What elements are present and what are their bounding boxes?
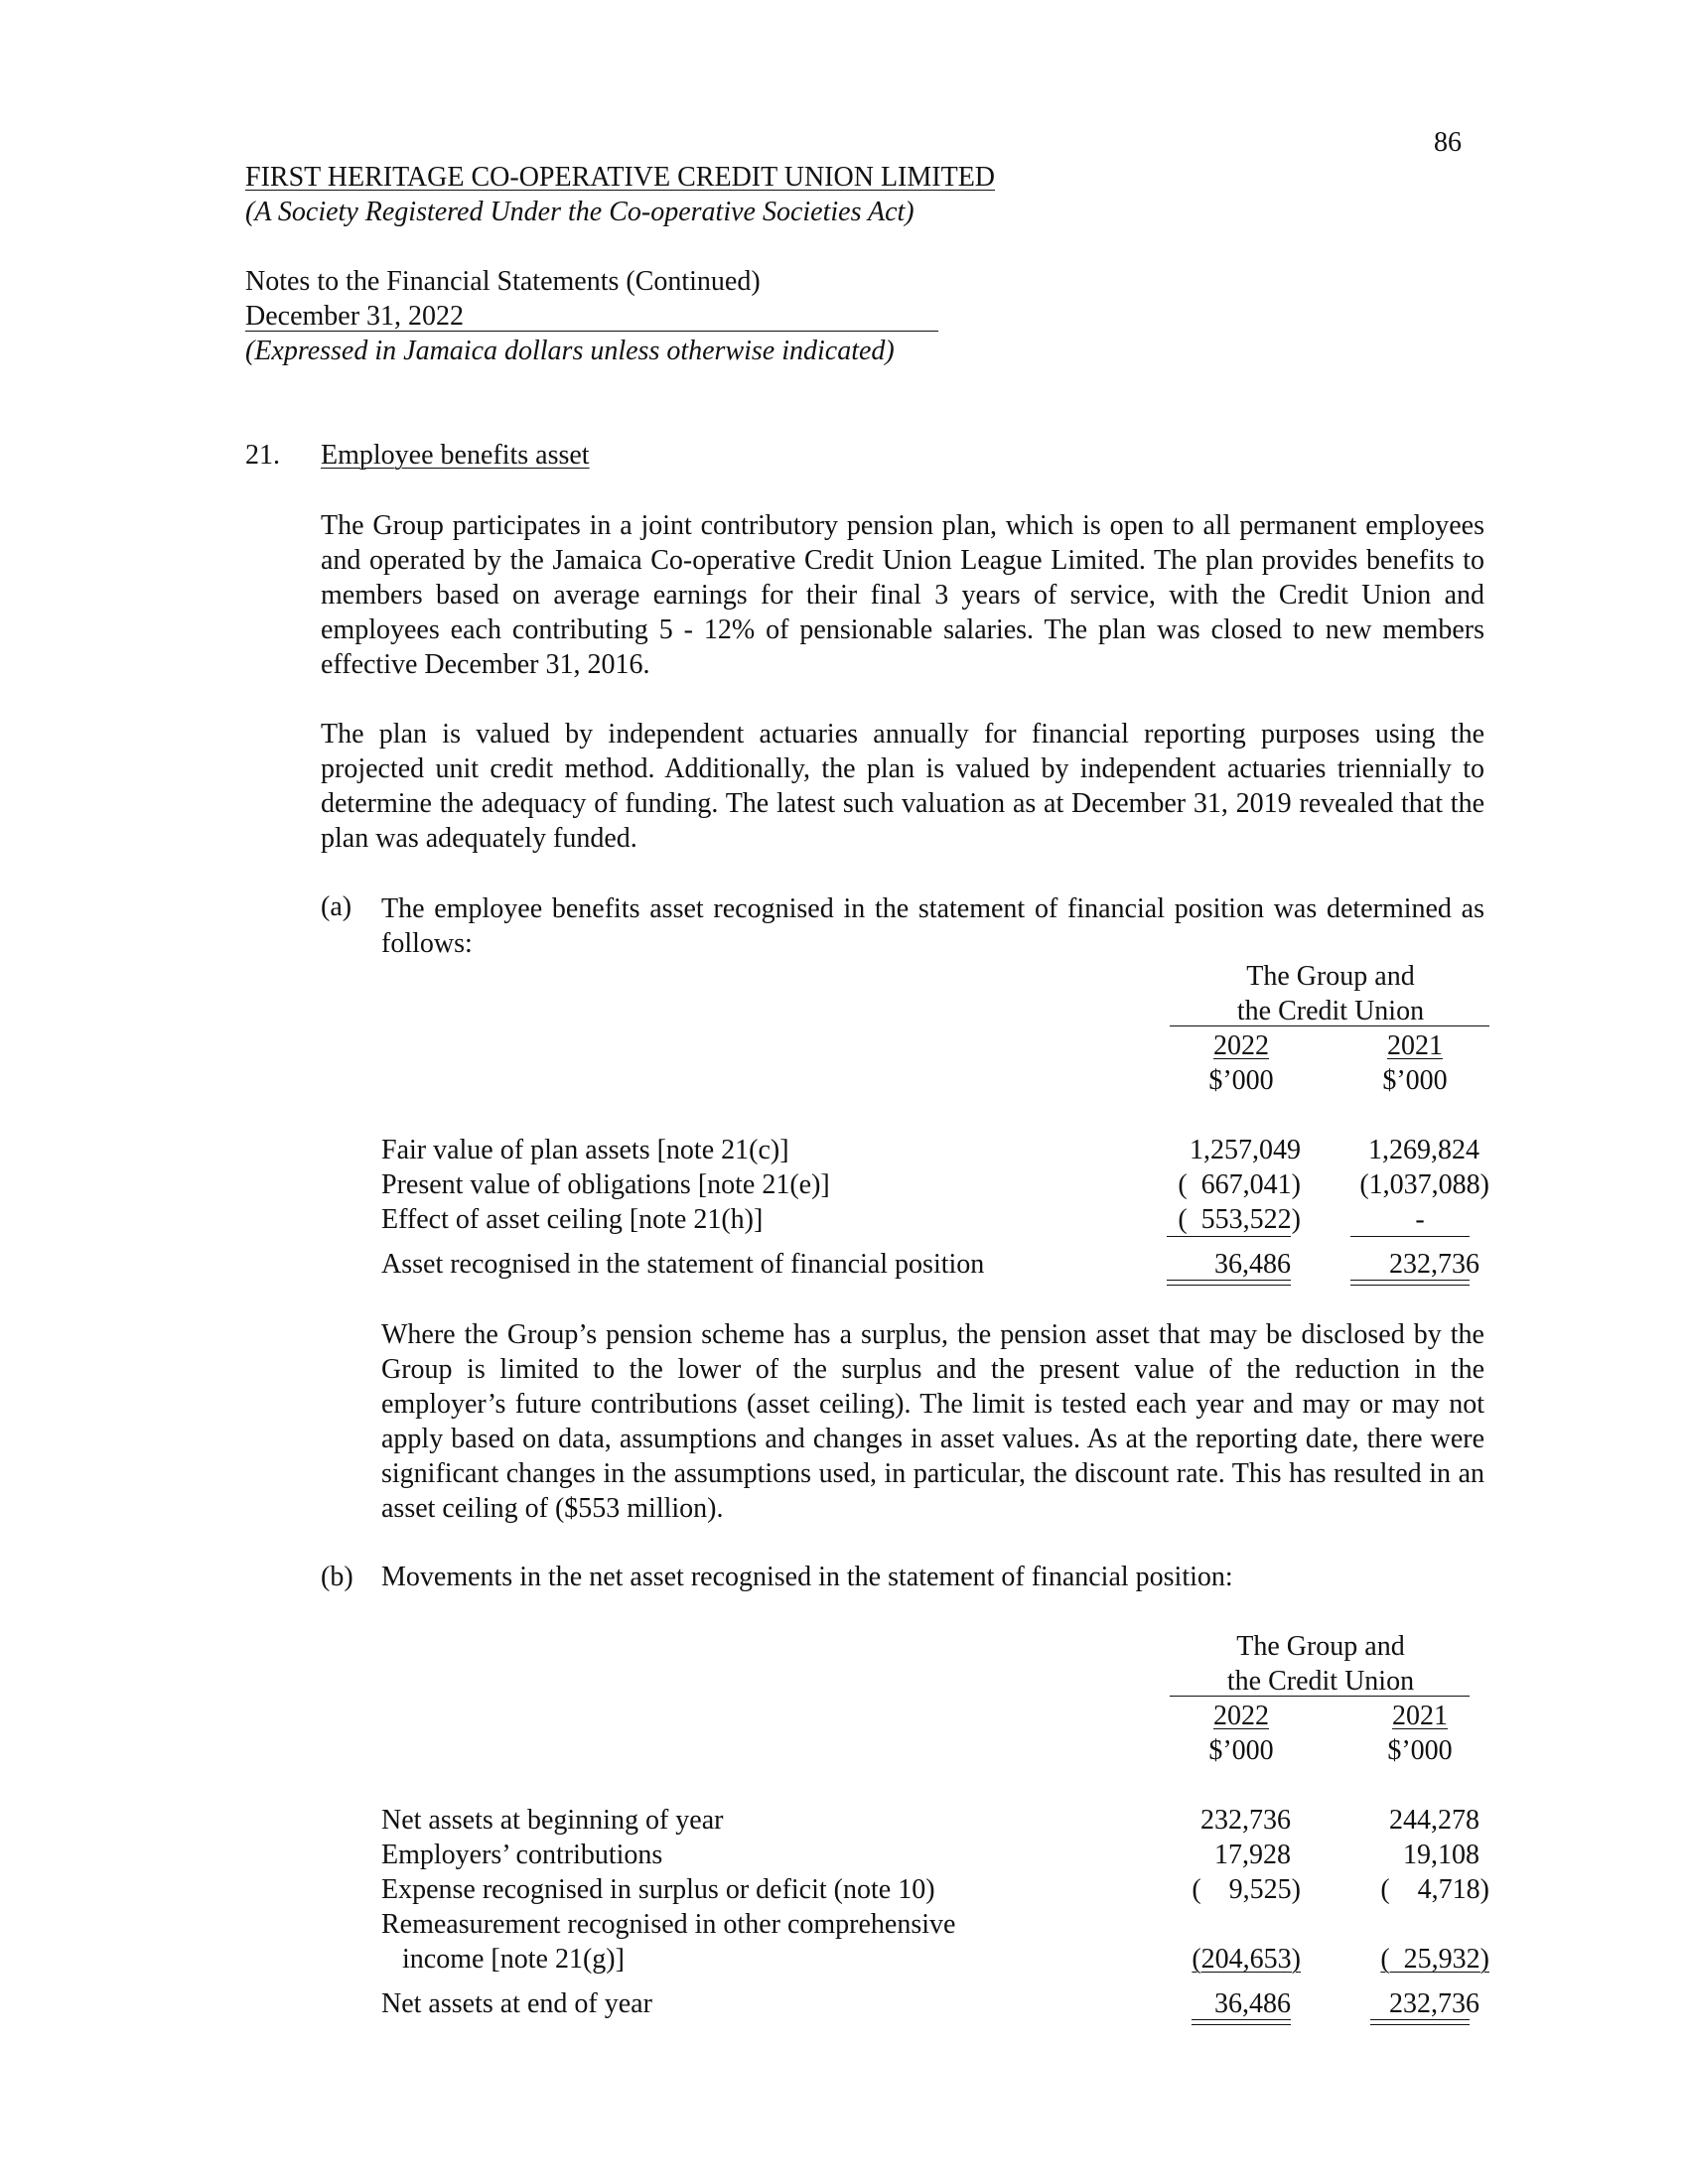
- part-a-total-label: Asset recognised in the statement of financial position: [381, 1249, 985, 1280]
- part-a-subtotal-line-2022: [1167, 1236, 1291, 1237]
- part-a-row-value-2022: ( 553,522): [1178, 1204, 1301, 1235]
- part-b-row-label: Expense recognised in surplus or deficit (note 10): [381, 1874, 935, 1905]
- section-paragraph-2: The plan is valued by independent actuaries annually for financial reporting purposes using the projected unit credit method. Additionally, the plan is valued by independent actuaries triennially to determine the adequacy of funding. The latest such valuation as at December 31, 2019 revealed that the plan was adequately funded.: [321, 719, 1484, 854]
- asset-ceiling-paragraph: Where the Group’s pension scheme has a surplus, the pension asset that may be disclosed by the Group is limited to the lower of the surplus and the present value of the reduction in the employer’s future contributions (asset ceiling). The limit is tested each year and may or may not apply based on data, assumptions and changes in asset values. As at the reporting date, there were significant changes in the assumptions used, in particular, the discount rate. This has resulted in an asset ceiling of ($553 million).: [381, 1319, 1484, 1524]
- currency-note: (Expressed in Jamaica dollars unless otherwise indicated): [245, 336, 895, 366]
- company-name: FIRST HERITAGE CO-OPERATIVE CREDIT UNION LIMITED: [245, 162, 996, 193]
- part-b-col-group-line2: the Credit Union: [1226, 1666, 1415, 1697]
- part-b-total-label: Net assets at end of year: [381, 1988, 652, 2019]
- part-b-year-2022: 2022: [1213, 1701, 1269, 1731]
- company-subtitle: (A Society Registered Under the Co-operative Societies Act): [245, 197, 914, 227]
- part-a-subtotal-line-2021: [1350, 1236, 1470, 1237]
- section-title: Employee benefits asset: [321, 440, 590, 471]
- part-a-year-2022: 2022: [1213, 1030, 1269, 1061]
- part-a-total-double-line-2021: [1350, 1280, 1470, 1286]
- part-a-total-2021: 232,736: [1389, 1249, 1479, 1280]
- part-b-row-value-2021: 19,108: [1403, 1840, 1479, 1870]
- part-a-row-value-2021: (1,037,088): [1359, 1169, 1489, 1200]
- part-b-total-double-line-2022: [1192, 2019, 1291, 2025]
- part-b-row-label: Employers’ contributions: [381, 1840, 663, 1870]
- statement-date: December 31, 2022: [245, 301, 465, 332]
- part-b-row-value-2022: 232,736: [1200, 1805, 1291, 1836]
- part-b-total-2021: 232,736: [1389, 1988, 1479, 2019]
- part-b-label: (b): [321, 1562, 353, 1592]
- date-underline: [245, 331, 938, 332]
- part-a-row-value-2022: ( 667,041): [1178, 1169, 1301, 1200]
- part-a-row-label: Present value of obligations [note 21(e)]: [381, 1169, 830, 1200]
- part-a-total-double-line-2022: [1167, 1280, 1291, 1286]
- part-a-year-2021: 2021: [1387, 1030, 1443, 1061]
- part-b-row-label: Net assets at beginning of year: [381, 1805, 724, 1836]
- notes-title: Notes to the Financial Statements (Continued): [245, 266, 761, 297]
- part-b-row-value-2022: 17,928: [1214, 1840, 1291, 1870]
- part-b-row-value-2021: 244,278: [1389, 1805, 1479, 1836]
- part-a-group-underline: [1170, 1025, 1489, 1026]
- part-a-unit-2022: $’000: [1208, 1065, 1274, 1096]
- part-a-unit-2021: $’000: [1382, 1065, 1448, 1096]
- part-a-row-label: Effect of asset ceiling [note 21(h)]: [381, 1204, 764, 1235]
- part-b-row-label-continued: income [note 21(g)]: [402, 1944, 625, 1975]
- section-paragraph-1: The Group participates in a joint contributory pension plan, which is open to all permanent employees and operated by the Jamaica Co-operative Credit Union League Limited. The plan provides benefits to members based on average earnings for their final 3 years of service, with the Credit Union and employees each contributing 5 - 12% of pensionable salaries. The plan was closed to new members effective December 31, 2016.: [321, 510, 1484, 680]
- part-b-total-2022: 36,486: [1214, 1988, 1291, 2019]
- part-a-col-group-line1: The Group and: [1246, 961, 1415, 992]
- part-b-intro: Movements in the net asset recognised in the statement of financial position:: [381, 1562, 1233, 1592]
- part-a-row-value-2021: -: [1415, 1204, 1425, 1235]
- part-b-total-double-line-2021: [1370, 2019, 1470, 2025]
- part-a-label: (a): [321, 891, 352, 922]
- part-b-row-label: Remeasurement recognised in other comprehensive: [381, 1909, 956, 1940]
- part-a-intro: The employee benefits asset recognised in the statement of financial position was determined as follows:: [381, 893, 1484, 959]
- part-a-row-value-2022: 1,257,049: [1190, 1135, 1301, 1165]
- part-b-unit-2022: $’000: [1208, 1735, 1274, 1766]
- part-a-row-value-2021: 1,269,824: [1368, 1135, 1479, 1165]
- part-b-row-value-2021: ( 4,718): [1380, 1874, 1489, 1905]
- part-b-row-value-2021: ( 25,932): [1380, 1944, 1489, 1975]
- part-b-group-underline: [1170, 1696, 1470, 1697]
- part-b-row-value-2022: (204,653): [1192, 1944, 1301, 1975]
- part-a-row-label: Fair value of plan assets [note 21(c)]: [381, 1135, 789, 1165]
- part-b-unit-2021: $’000: [1387, 1735, 1453, 1766]
- part-b-row-value-2022: ( 9,525): [1192, 1874, 1301, 1905]
- page-number: 86: [1434, 127, 1462, 158]
- part-b-col-group-line1: The Group and: [1236, 1631, 1405, 1662]
- part-a-total-2022: 36,486: [1214, 1249, 1291, 1280]
- section-number: 21.: [245, 440, 280, 471]
- part-a-col-group-line2: the Credit Union: [1236, 996, 1425, 1026]
- part-b-year-2021: 2021: [1392, 1701, 1448, 1731]
